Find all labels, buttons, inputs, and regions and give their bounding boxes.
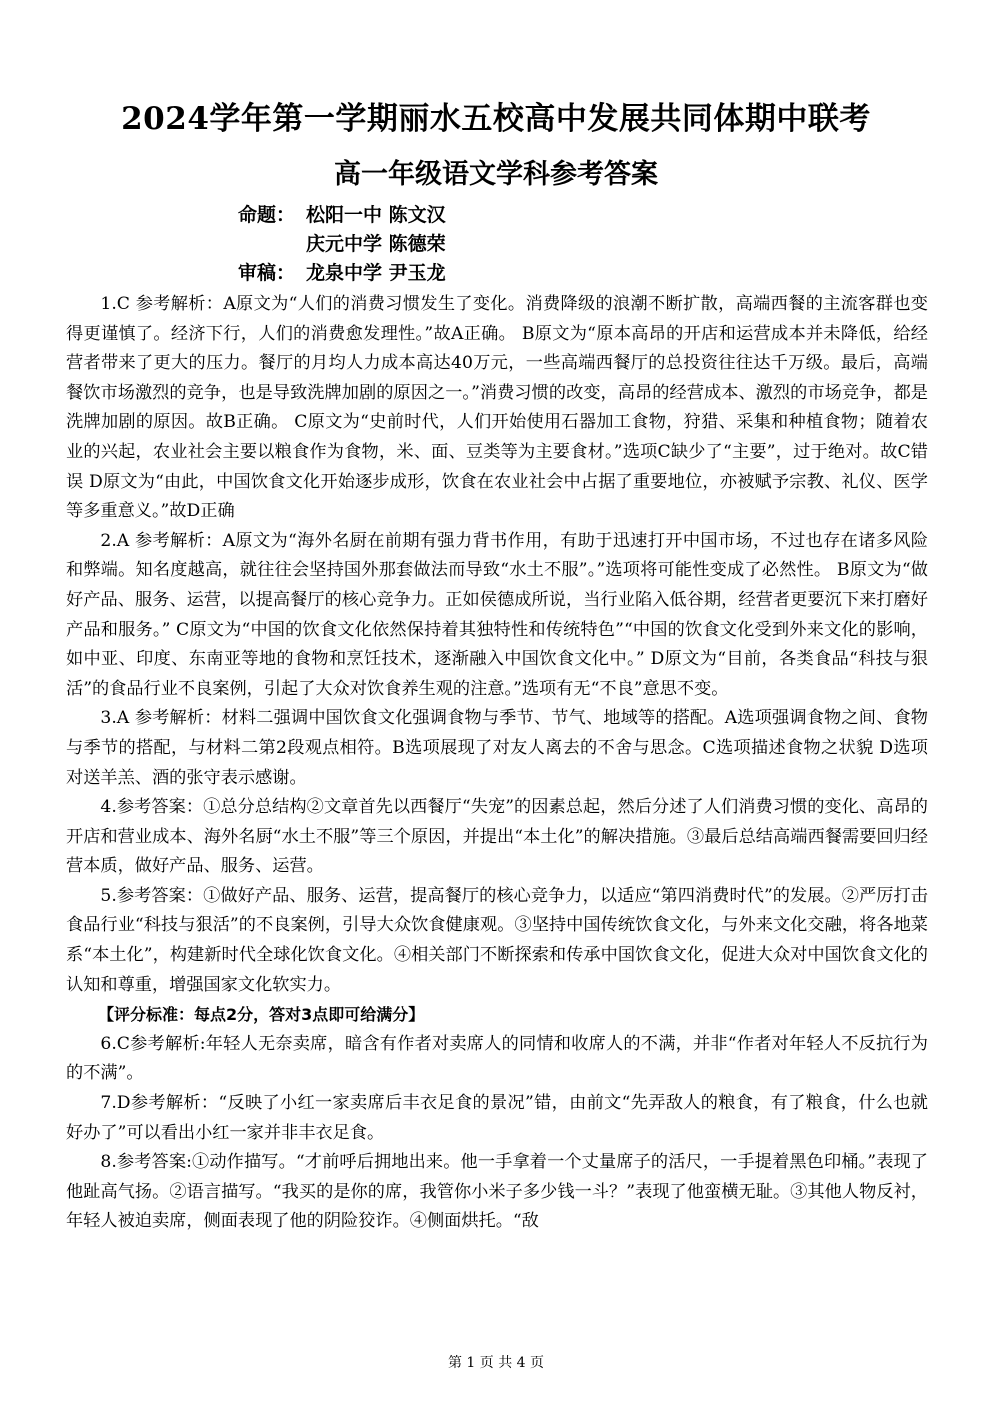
author-name: 庆元中学 陈德荣 <box>306 233 446 255</box>
answer-paragraph-6: 6.C参考解析:年轻人无奈卖席，暗含有作者对卖席人的同情和收席人的不满，并非“作者对年轻人不反抗行为的不满”。 <box>66 1033 928 1084</box>
answer-paragraph-4: 4.参考答案：①总分总结构②文章首先以西餐厅“失宠”的因素总起，然后分述了人们消费习惯的变化、高昂的开店和营业成本、海外名厨“水土不服”等三个原因，并提出“本土化”的解决措施。③最后总结高端西餐需要回归经营本质，做好产品、服务、运营。 <box>66 797 928 877</box>
document-subtitle: 高一年级语文学科参考答案 <box>334 159 658 190</box>
author-line <box>0 201 992 230</box>
author-line <box>0 230 992 259</box>
author-name: 松阳一中 陈文汉 <box>306 204 446 226</box>
author-role: 命题： <box>238 204 296 226</box>
answer-paragraph-7: 7.D参考解析：“反映了小红一家卖席后丰衣足食的景况”错，由前文“先弄敌人的粮食，有了粮食，什么也就好办了”可以看出小红一家并非丰衣足食。 <box>66 1093 928 1143</box>
document-title: 2024学年第一学期丽水五校高中发展共同体期中联考 <box>121 101 871 137</box>
answer-paragraph-1: 1.C 参考解析：A原文为“人们的消费习惯发生了变化。消费降级的浪潮不断扩散，高端西餐的主流客群也变得更谨慎了。经济下行，人们的消费愈发理性。”故A正确。 B原文为“原本高昂的开店和运营成本并未降低，给经营者带来了更大的压力。餐厅的月均人力成本高达40万元，一些高端西餐厅的总投资往往达千万级。最后，高端餐饮市场激烈的竞争，也是导致洗牌加剧的原因之一。”消费习惯的改变，高昂的经营成本、激烈的市场竞争，都是洗牌加剧的原因。故B正确。 C原文为“史前时代，人们开始使用石器加工食物，狩猎、采集和种植食物；随着农业的兴起，农业社会主要以粮食作为食物，米、面、豆类等为主要食材。”选项C缺少了“主要”，过于绝对。故C错误 D原文为“由此，中国饮食文化开始逐步成形，饮食在农业社会中占据了重要地位，亦被赋予宗教、礼仪、医学等多重意义。”故D正确 <box>66 294 928 522</box>
answer-paragraph-3: 3.A 参考解析：材料二强调中国饮食文化强调食物与季节、节气、地域等的搭配。A选项强调食物之间、食物与季节的搭配，与材料二第2段观点相符。B选项展现了对友人离去的不舍与思念。C选项描述食物之状貌 D选项对送羊羔、酒的张守表示感谢。 <box>66 708 928 788</box>
answer-paragraph-2: 2.A 参考解析：A原文为“海外名厨在前期有强力背书作用，有助于迅速打开中国市场，不过也存在诸多风险和弊端。知名度越高，就往往会坚持国外那套做法而导致“水土不服”。”选项将可能性变成了必然性。 B原文为“做好产品、服务、运营，以提高餐厅的核心竞争力。正如侯德成所说，当行业陷入低谷期，经营者更要沉下来打磨好产品和服务。” C原文为“中国的饮食文化依然保持着其独特性和传统特色”“中国的饮食文化受到外来文化的影响，如中亚、印度、东南亚等地的食物和烹饪技术，逐渐融入中国饮食文化中。” D原文为“目前，各类食品“科技与狠活”的食品行业不良案例，引起了大众对饮食养生观的注意。”选项有无“不良”意思不变。 <box>66 530 928 699</box>
answer-paragraph-5: 5.参考答案：①做好产品、服务、运营，提高餐厅的核心竞争力，以适应“第四消费时代”的发展。②严厉打击食品行业“科技与狠活”的不良案例，引导大众饮食健康观。③坚持中国传统饮食文化，与外来文化交融，将各地菜系“本土化”，构建新时代全球化饮食文化。④相关部门不断探索和传承中国饮食文化，促进大众对中国饮食文化的认知和尊重，增强国家文化软实力。 <box>66 885 928 995</box>
author-line <box>0 259 992 288</box>
author-name: 龙泉中学 尹玉龙 <box>306 262 446 284</box>
page-footer: 第 1 页 共 4 页 <box>447 1355 545 1371</box>
answer-paragraph-8: 8.参考答案:①动作描写。“才前呼后拥地出来。他一手拿着一个丈量席子的活尺，一手提着黑色印桶。”表现了他趾高气扬。②语言描写。“我买的是你的席，我管你小米子多少钱一斗？”表现了他蛮横无耻。③其他人物反衬，年轻人被迫卖席，侧面表现了他的阴险狡诈。④侧面烘托。“敌 <box>66 1152 928 1232</box>
author-role: 审稿： <box>238 262 296 284</box>
answer-body <box>66 290 928 1237</box>
scoring-standard: 【评分标准：每点2分，答对3点即可给满分】 <box>98 1005 425 1025</box>
author-block <box>0 201 992 288</box>
